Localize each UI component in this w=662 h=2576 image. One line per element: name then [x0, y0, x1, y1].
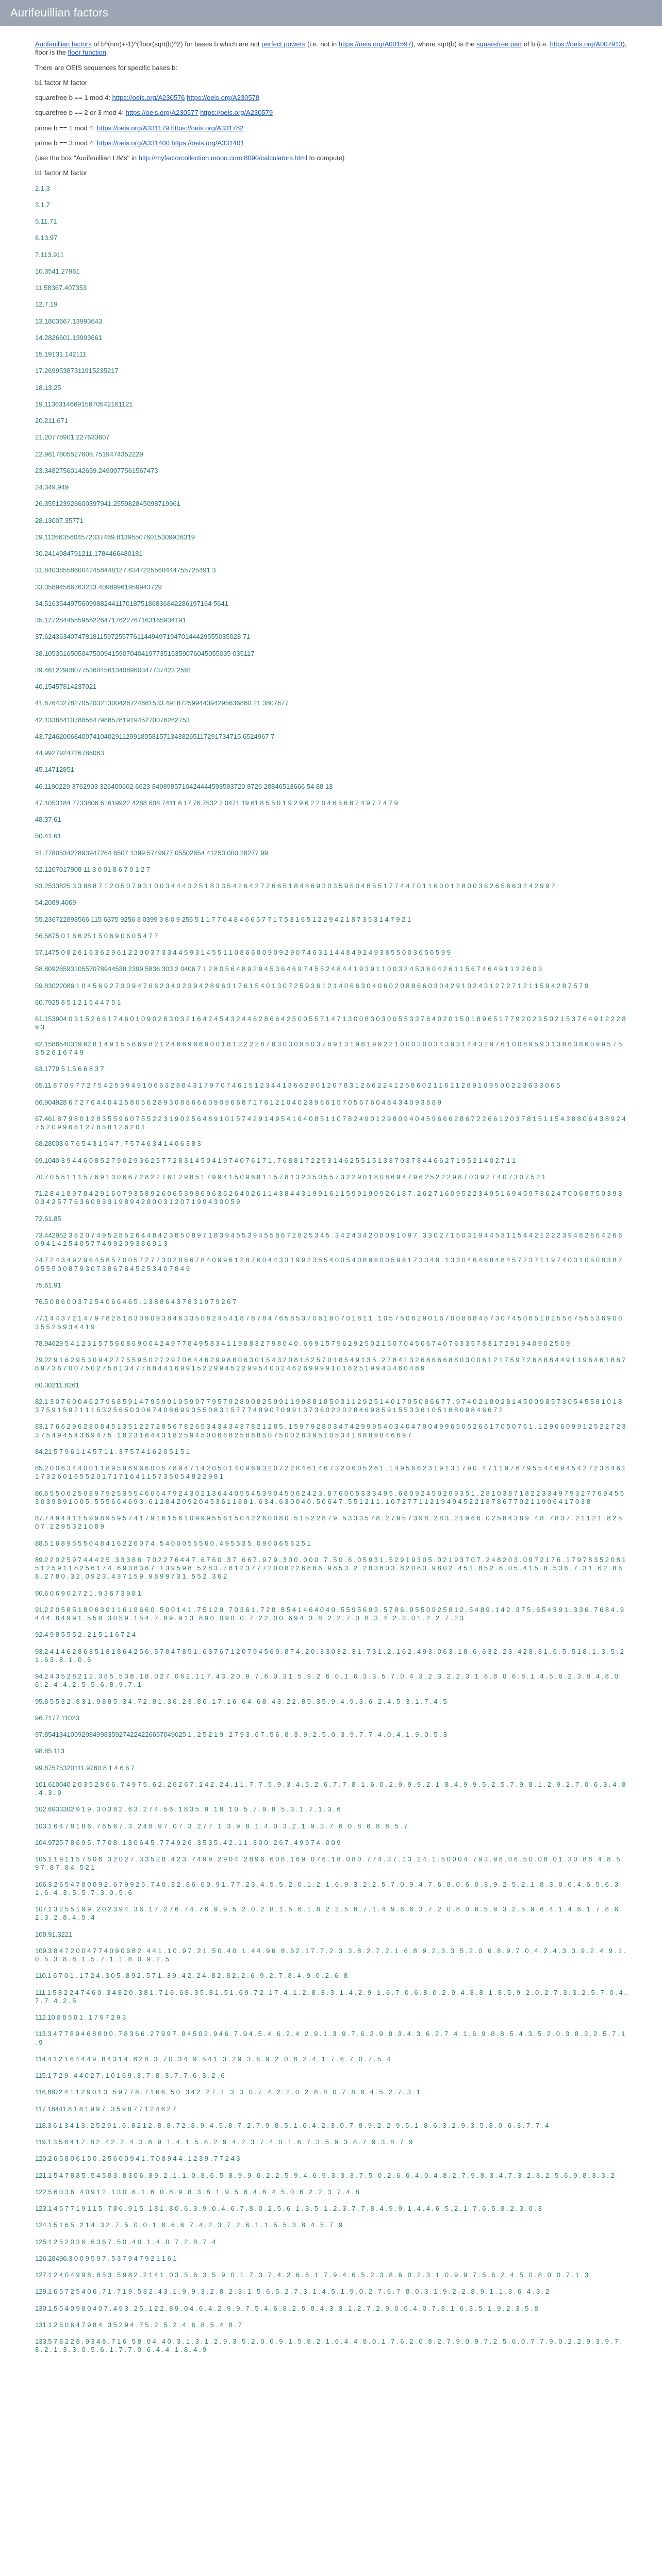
calculator-note-text: (use the box "Aurifeuillian L/Ms" in: [35, 154, 139, 162]
factor-entry: 123.1 4 5 7 7 1 9 1 1 5 . 7 8 6 . 9 1 5 . 1 8 1 . 8 0 . 6 . 3 . 9 . 0 . 4 . 6 . 7 . 8 . 0 . 2 . 5 . 6 . 1 . 3 . 5 . 1 . 2 . 3 . 7 . 7 . 8 . 4 . 9 . 9 . 1 . 4 . 4 . 6 . 5 . 2 . 1 . 7 . 6 . 5 . 8 . 2 . 3 . 0 . 3: [35, 2205, 542, 2212]
link-floor-function[interactable]: floor function: [68, 48, 107, 57]
factor-entry: 92.4 9 8 5 5 5 2 . 2 1 5 1 1 6 7 2 4: [35, 1631, 136, 1639]
factor-entry: 68.28003 6 7 6 5 4 3 1 5 4 7 . 7 5 7 4 6 3 4 1 4 0 6 3 8 3: [35, 1140, 201, 1148]
factor-entry: 13.1803667.13993643: [35, 317, 103, 325]
factor-entry: 23.34827560142659.2490077561567473: [35, 466, 158, 474]
factor-entry: 98.85.113: [35, 1747, 64, 1755]
factor-entry: 11.58367.407353: [35, 284, 87, 292]
factor-entry: 118.3 6 1 3 4 1 3 . 2 5 2 9 1 . 6 . 8 2 1 2 . 8 . 8 . 7 2 . 8 . 9 . 4 . 5 . 8 . 7 . 2 . 7 . 9 . 8 . 5 . 1 . 6 . 4 . 2 . 3 . 0 . 7 . 8 . 9 . 2 . 2 . 9 . 5 . 1 . 8 . 6 . 3 . 2 . 9 . 3 . 5 . 8 . 0 . 6 . 3 . 7 . 7 . 4: [35, 2121, 549, 2129]
factor-entry: 83.1 7 6 6 2 9 6 2 8 0 8 4 5 1 3 5 1 2 2 7 2 8 5 6 7 8 2 6 5 3 4 3 4 3 4 3 7 8 2 1 2 8 5 . 1 5 9 7 9 2 8 0 3 4 7 4 2 9 9 9 5 4 0 3 4 0 4 7 9 0 4 9 9 6 5 0 5 2 6 6 1 7 0 5 0 7 6 1 . 1 2 9 6 6 0 9 9 1 2 5 2 2 7 2 3 3 7 5 4 9 4 5 4 3 6 9 4 7 5 . 1 8 2 3 1 6 4 4 3 1 8 2 5 9 4 5 0 0 6 6 8 2 5 8 8 8 5 0 7 5 0 0 2 8 3 9 5 1 0 5 3 4 1 8 8 8 9 8 4 6 6 9 7: [35, 1422, 626, 1439]
factor-entry: 12.7.19: [35, 300, 58, 309]
factor-entry: 127.1 2 4 0 4 9 9 8 . 8 5 3 . 5 9 8 2 . 2 1 4 1 . 0 3 . 5 . 6 . 3 . 5 . 9 . 0 . 1 . 7 . 3 . 7 . 4 . 2 . 6 . 8 . 1 . 7 . 9 . 4 . 6 . 5 . 2 . 3 . 8 . 6 . 0 . 2 . 3 . 1 . 0 . 9 . 9 . 7 . 5 . 6 . 2 . 4 . 5 . 0 . 8 . 0 . 0 . 7 . 1 . 3: [35, 2271, 589, 2279]
factor-entry: 76.5 0 8 6 0 0 3 7 2 5 4 0 6 6 4 6 5 . 1 3 8 8 6 4 3 7 8 3 1 9 7 9 2 6 7: [35, 1298, 237, 1306]
factor-entry: 133.5 7 8 2 2 8 . 9 3 4 8 . 7 1 6 . 5 8 . 0 4 . 4 0 . 3 . 1 . 3 . 1 . 2 . 9 . 3 . 5 . 2 . 0 . 0 . 9 . 1 . 5 . 8 . 2 . 1 . 6 . 4 . 4 . 8 . 0 . 1 . 7 . 6 . 2 . 0 . 8 . 2 . 7 . 9 . 0 . 9 . 7 . 2 . 5 . 6 . 0 . 7 . 7 . 9 . 0 . 2 . 2 . 9 . 3 . 9 . 7 . 8 . 2 . 1 . 3 . 3 . 0 . 5 . 6 . 1 . 7 . 7 . 0 . 6 . 4 . 4 . 1 . 8 . 4 . 9: [35, 2337, 622, 2354]
link-a331400[interactable]: https://oeis.org/A331400: [96, 139, 170, 147]
factor-entry: 58.8092659310557078944538 2399 5836 303 2 0406 7 1 2 8 0 5 6 4 8 9 2 9 4 5 3 6 4 6 9 7 4 5 5 2 4 8 4 4 1 9 3 9 1 1 0 0 3 2 4 5 3 6 0 4 2 6 1 1 5 6 7 4 6 4 9 1 1 2 2 6 0 3: [35, 965, 542, 973]
factor-entry: 14.2826601.13993661: [35, 333, 103, 342]
factor-entry: 104.9725 7 8 6 9 5 . 7 7 0 8 . 1 3 0 6 4 5 . 7 7 4 9 2 6 . 3 5 3 5 . 4 2 . 1 1 . 3 0 0 . 2 6 7 . 4 9 9 7 4 . 0 0 9: [35, 1838, 341, 1846]
factor-entry: 55.236722893566 115 6375 9256 8 0399 3 8 0 9 256 5 1 1 7 7 0 4 8 4 6 6 5 7 7 1 7 5 3 1 6 5 1 2 2 9 4 2 1 8 7 3 5 3 1 4 7 9 2 1: [35, 915, 411, 923]
factor-entry: 126.28496.3 0 0 9 5 9 7 . 5 3 7 9 4 7 9 2 1 1 6 1: [35, 2254, 177, 2262]
link-a230578[interactable]: https://oeis.org/A230578: [187, 94, 260, 101]
intro-text: ), floor is the: [35, 40, 627, 57]
intro-text: (i.e. not in: [305, 40, 339, 48]
factor-entry: 80.30211.8261: [35, 1381, 79, 1389]
factor-entry: 59.83022086 1 0 4 5 6 9 2 7 3 0 9 4 7 6 6 2 3 4 0 2 3 9 4 2 8 9 6 3 1 7 6 1 5 4 0 1 3 0 7 2 5 9 3 6 1 2 1 4 0 6 6 3 0 4 0 6 0 2 0 8 8 6 6 0 3 0 4 2 9 1 0 2 4 3 1 2 7 2 7 1 2 1 1 5 9 4 2 8 7 5 7 9: [35, 981, 589, 990]
factor-entry: 121.1 5 4 7 8 8 5 . 5 4 5 8 3 . 8 3 0 6 . 8 9 . 2 . 1 . 1 . 0 . 8 . 6 . 5 . 8 . 9 . 9 . 6 . 2 . 2 . 5 . 9 . 4 . 6 . 9 . 3 . 3 . 3 . 7 . 5 . 0 . 2 . 6 . 6 . 4 . 0 . 4 . 8 . 2 . 7 . 9 . 8 . 3 . 4 . 7 . 3 . 2 . 8 . 2 . 5 . 6 . 9 . 8 . 3 . 3 . 2: [35, 2171, 615, 2179]
oeis-line-prime-3mod4: [35, 139, 627, 147]
factor-entry: 48.37.61: [35, 816, 61, 823]
factor-entry: 78.94629 5 4 1 2 3 1 5 7 5 6 0 8 6 9 0 0 4 2 4 9 7 7 8 4 9 5 8 3 4 1 1 9 8 8 3 2 7 9 8 0 4 0 . 6 9 9 1 5 7 9 6 2 9 2 5 0 2 1 5 0 7 0 4 5 0 6 7 4 0 7 6 3 3 5 7 8 3 1 7 2 9 1 9 4 0 9 0 2 5 0 9: [35, 1339, 570, 1347]
factor-entry: 112.10 8 8 5 0 1 . 1 7 9 7 2 9 3: [35, 2013, 126, 2021]
factor-entry: 87.7 4 9 4 4 1 1 5 9 9 8 9 5 9 5 7 4 1 7 9 1 6 1 5 6 1 0 9 9 9 5 5 6 1 5 0 4 2 2 6 0 0 8 0 . 5 1 5 2 2 8 7 9 . 5 3 3 3 5 7 8 . 2 7 9 5 7 3 9 8 . 2 8 3 . 2 1 9 6 6 . 0 2 5 8 4 3 8 9 . 4 8 . 7 8 3 7 . 2 1 1 2 1 . 8 2 5 0 7 . 2 2 9 5 3 2 1 0 8 9: [35, 1514, 622, 1531]
factor-entry: 106.3 2 6 5 4 7 8 0 0 9 2 . 6 7 9 9 2 5 . 7 4 0 . 3 2 . 8 6 . 6 0 . 9 1 . 7 7 . 2 3 . 4 . 5 . 5 . 2 . 0 . 1 . 2 . 1 . 6 . 9 . 3 . 2 . 2 . 5 . 7 . 0 . 9 . 4 . 7 . 6 . 8 . 0 . 6 . 0 . 3 . 9 . 2 . 5 . 2 . 1 . 8 . 3 . 8 . 6 . 4 . 6 . 5 . 6 . 3 . 1 . 6 . 4 . 3 . 5 . 5 . 7 . 3 . 0 . 5 . 6: [35, 1880, 622, 1896]
factor-entry: 20.211.671: [35, 417, 69, 425]
factor-entry: 124.1 5 1 6 5 . 2 1 4 . 3 2 . 7 . 5 . 0 . 0 . 1 . 8 . 6 . 6 . 7 . 4 . 2 . 3 . 7 . 2 . 6 . 1 . 1 . 5 . 5 . 3 . 8 . 4 . 5 . 7 . 9: [35, 2221, 343, 2229]
factor-entry: 31.8403855860042458448127.6347225560444755725491 3: [35, 566, 216, 574]
factor-heading: b1 factor M factor: [35, 78, 88, 87]
factor-entry: 120.2 6 5 8 0 6 1 5 0 . 2 5 6 0 0 9 4 1 . 7 0 8 9 4 4 . 1 2 3 9 . 7 7 2 4 3: [35, 2155, 240, 2163]
factor-entry: 52.1207017908 11 3 0 01 8 6 7 0 1 2 7: [35, 865, 151, 873]
factor-entry: 90.6 0 6 9 0 2 7 2 1 . 9 3 6 7 3 9 8 1: [35, 1589, 141, 1597]
factor-entry: 35.12728445859552264717622767163165934191: [35, 616, 186, 624]
intro-text: ), where sqrt(b) is the: [411, 40, 477, 48]
factor-entry: 51.778053427893947264 6507 1399 5749977 05502654 41253 000 28277 99: [35, 849, 268, 857]
factor-list: [35, 184, 627, 2354]
factor-entry: 109.3 8 4 7 2 0 0 4 7 7 4 0 9 0 6 8 2 . 4 4 1 . 1 0 . 9 7 . 2 1 . 5 0 . 4 0 . 1 . 4 4 . 9 6 . 8 . 6 2 . 1 7 . 7 . 2 . 3 . 3 . 8 . 2 . 7 . 2 . 1 . 6 . 8 . 9 . 2 . 3 . 3 . 5 . 2 . 0 . 6 . 8 . 9 . 7 . 0 . 4 . 2 . 4 . 3 . 3 . 9 . 2 . 4 . 9 . 1 . 0 . 5 . 3 . 8 . 8 . 1 . 5 . 7 . 1 . 1 . 8 . 0 . 9 . 2 . 5: [35, 1946, 626, 1963]
window-title-bar: [0, 0, 662, 26]
factor-entry: 129.1 6 5 7 2 5 4 0 6 . 7 1 . 7 1 9 . 5 3 2 . 4 3 . 1 . 9 . 9 . 3 . 2 . 8 . 2 . 3 . 1 . 5 . 6 . 5 . 2 . 7 . 3 . 1 . 4 . 5 . 1 . 9 . 0 . 2 . 7 . 6 . 7 . 8 . 0 . 3 . 1 . 9 . 2 . 2 . 8 . 9 . 1 . 1 . 3 . 6 . 4 . 3 . 2: [35, 2287, 550, 2296]
oeis-heading: There are OEIS sequences for specific bases b:: [35, 63, 178, 72]
factor-entry: 125.1 2 5 2 0 3 6 . 6 3 6 7 . 5 0 . 4 0 . 1 . 4 . 0 . 7 . 2 . 8 . 7 . 4: [35, 2238, 216, 2246]
factor-entry: 75.61.91: [35, 1281, 61, 1289]
factor-entry: 71.2 8 4 1 8 9 7 8 4 2 9 1 6 0 7 9 3 5 8 9 2 6 0 6 5 3 9 8 6 9 6 3 6 2 6 4 0 2 6 1 1 4 3 8 4 4 3 1 9 9 1 6 1 1 5 9 9 1 9 0 9 2 6 1 8 7 . 2 6 2 7 1 6 0 9 5 2 2 3 4 9 5 1 6 9 4 5 9 7 3 6 2 4 7 0 0 6 8 7 5 0 3 9 3 0 3 4 2 5 7 7 6 3 6 0 8 3 3 1 9 8 9 4 2 8 0 0 3 1 2 0 7 1 9 9 4 3 0 0 5 9: [35, 1190, 622, 1206]
link-a331401[interactable]: https://oeis.org/A331401: [171, 139, 244, 147]
factor-entry: 115.1 7 2 9 . 4 4 0 2 7 . 1 0 1 6 9 . 3 . 7 . 8 . 3 . 7 . 7 . 6 . 3 . 2 . 6: [35, 2072, 225, 2079]
factor-entry: 110.1 6 7 0 1 . 1 7 2 4 . 3 0 5 . 8 9 2 . 5 7 1 . 3 9 . 4 2 . 2 4 . 8 2 . 8 2 . 2 . 6 . 9 . 2 . 7 . 8 . 4 . 9 . 0 . 2 . 6 . 8: [35, 1972, 348, 1980]
factor-entry: 63.1779 5 1.5 6 6 8 3 7: [35, 1065, 104, 1073]
factor-entry: 130.1.5 5 4 0 9 8 0 4 0 7 . 4 9 3 . 2 5 . 1 2 2 . 8 9 . 0 4 . 6 . 4 . 2 . 9 . 9 . 7 . 5 . 4 . 6 . 8 . 2 . 5 . 8 . 4 . 3 . 3 . 1 . 2 . 7 . 2 . 9 . 0 . 6 . 4 . 0 . 7 . 8 . 1 . 6 . 3 . 5 . 1 . 9 . 2 . 3 . 5 . 8: [35, 2304, 538, 2312]
factor-entry: 60.7925 8 5 1 2 1 5 4 4 7 5 1: [35, 998, 121, 1006]
factor-entry: 88.5 1 6 8 9 5 5 5 0 4 8 4 1 6 2 2 6 0 7 4 . 5 4 0 0 0 5 5 5 6 0 . 4 9 5 5 3 5 . 0 9 0 0 6 5 6 2 5 1: [35, 1539, 311, 1547]
factor-entry: 84.21 5 7 9 6 1 1 4 5 7 1 1 . 3 7 5 7 4 1 6 2 0 5 1 5 1: [35, 1447, 190, 1455]
factor-entry: 29.1126635604572337469.813955076015309926319: [35, 533, 195, 541]
factor-entry: 37.62436340747818115972557761144949719470144429555035028 71: [35, 633, 251, 641]
factor-entry: 85.2 0 0 6 3 4 4 0 0 1 1 8 9 5 9 6 9 6 6 0 0 5 7 8 9 4 7 1 4 2 0 5 0 1 4 0 9 6 9 3 2 0 7 2 2 8 4 6 1 4 6 7 3 2 0 6 0 5 2 6 1 . 1 4 9 5 6 6 2 3 1 9 1 3 1 7 9 0 . 4 7 1 1 9 7 6 7 9 5 5 4 4 6 9 4 5 4 2 7 2 3 8 4 6 1 1 7 3 2 6 0 1 6 5 5 2 0 1 7 1 7 1 6 4 1 1 5 7 3 5 0 5 4 8 2 2 9 8 1: [35, 1464, 626, 1481]
oeis-line-label: prime b == 3 mod 4:: [35, 139, 95, 147]
link-perfect-powers[interactable]: perfect powers: [261, 40, 306, 48]
oeis-line-label: squarefree b == 1 mod 4:: [35, 94, 110, 101]
factor-entry: 3.1.7: [35, 200, 50, 209]
factor-entry: 94.2 4 3 5 2 8 2 1 2 . 3 8 5 . 5 3 8 . 1 8 . 0 2 7 . 0 6 2 . 1 1 7 . 4 3 . 2 0 . 9 . 7 . 6 . 0 . 3 1 . 5 . 9 . 2 . 6 . 0 . 1 . 6 . 3 . 3 . 5 . 7 . 0 . 4 . 3 . 2 . 3 . 2 . 2 . 3 . 1 . 8 . 8 . 0 . 6 . 8 . 1 . 4 . 5 . 6 . 2 . 3 . 8 . 4 . 8 . 0 . 6 . 2 . 4 . 4 . 2 . 5 . 5 . 6 . 8 . 9 . 7 . 1: [35, 1672, 622, 1689]
factor-entry: 42.133884107885647988578191945270076282753: [35, 716, 190, 724]
factor-entry: 114.4 1 2 1 6 4 4 4 9 . 8 4 3 1 4 . 8 2 8 . 3 . 7 0 . 3 4 . 9 . 5 4 1 . 3 . 2 9 . 3 . 6 . 9 . 2 . 0 . 8 . 2 . 4 . 1 . 7 . 6 . 7 . 0 . 7 . 5 . 4: [35, 2055, 391, 2063]
factor-entry: 17.26995387311915235217: [35, 367, 119, 375]
oeis-line-label: prime b == 1 mod 4:: [35, 124, 95, 132]
factor-entry: 82.1 3 0 7 6 0 0 4 6 2 7 9 6 8 5 9 1 4 7 9 5 9 0 1 9 5 9 9 7 7 9 5 7 9 2 8 9 0 8 2 5 9 9 1 1 9 9 8 8 1 8 5 0 3 1 1 2 9 2 5 1 4 0 1 7 0 5 0 8 6 6 7 7 . 9 7 4 0 2 1 8 0 2 8 1 4 5 0 0 9 8 5 7 3 0 5 4 5 5 8 1 0 1 8 3 7 5 9 1 5 9 2 1 1 1 5 3 2 5 6 5 0 3 0 6 7 4 0 8 6 9 9 3 5 5 0 8 3 1 5 7 7 7 4 8 9 0 7 0 9 9 1 3 7 3 6 0 2 2 0 2 8 4 6 9 8 5 9 1 5 5 3 3 6 1 0 5 1 8 8 0 9 8 4 6 6 7 2: [35, 1397, 622, 1414]
intro-paragraph: [35, 40, 627, 57]
factor-entry: 34.516354497560998824411701875186836842286197164 5641: [35, 599, 228, 607]
factor-entry: 119.1 3 5 6 4 1 7 . 8 2 . 4 2 . 2 . 4 . 3 . 8 . 9 . 1 . 4 . 1 . 5 . 8 . 2 . 9 . 4 . 2 . 3 . 7 . 4 . 0 . 1 . 6 . 7 . 3 . 5 . 9 . 3 . 8 . 7 . 9 . 3 . 8 . 7 . 9: [35, 2138, 413, 2146]
factor-entry: 21.20778901.227633607: [35, 433, 110, 442]
factor-entry: 7.113.911: [35, 250, 64, 259]
link-a331179[interactable]: https://oeis.org/A331179: [96, 124, 169, 132]
factor-entry: 30.2414984791211.1784466480181: [35, 550, 143, 557]
link-a230579[interactable]: https://oeis.org/A230579: [200, 109, 273, 117]
factor-entry: 62.1586540319 62 8 1 4 9 1 5 5 8 6 9 8 2 1 2 4 6 6 9 6 6 9 0 0 1 8 1 2 2 2 2 8 7 8 3 0 3 0 8 8 0 3 7 6 9 1 3 1 9 8 1 9 9 2 2 1 0 0 0 3 0 0 3 4 3 9 3 1 4 4 3 2 9 7 6 1 0 0 8 9 5 9 3 1 3 8 6 3 8 6 0 9 9 5 7 5 3 5 2 6 1 6 7 4 9: [35, 1040, 622, 1056]
factor-entry: 95.8 5 5 3 2 . 8 3 1 . 9 8 8 5 . 3 4 . 7 2 . 8 1 . 3 6 . 2 3 . 8 6 . 1 7 . 1 6 . 6 4 . 6 8 . 4 3 . 2 2 . 8 5 . 3 5 . 9 . 4 . 9 . 3 . 6 . 2 . 4 . 5 . 3 . 1 . 7 . 4 . 5: [35, 1697, 447, 1705]
factor-entry: 10.3541.27961: [35, 267, 80, 275]
link-a230576[interactable]: https://oeis.org/A230576: [112, 94, 185, 101]
factor-entry: 86.6 5 5 0 6 2 5 0 8 9 7 9 2 5 3 5 5 4 6 0 6 4 7 9 2 4 3 0 2 1 3 6 4 4 0 5 5 4 5 3 9 0 4 5 0 6 2 4 2 3 . 8 7 6 0 0 5 3 3 3 4 9 5 . 6 8 0 9 2 4 5 0 2 0 9 3 5 1 . 2 8 1 0 3 8 7 1 8 2 2 3 3 4 9 7 9 3 2 7 7 6 9 4 5 5 3 0 3 9 8 9 1 0 0 5 . 5 5 5 6 6 4 6 9 3 . 6 1 2 8 4 2 0 9 2 0 4 5 3 6 1 1 8 8 1 . 6 3 4 . 6 3 0 0 4 0 . 5 0 6 4 7 . 5 5 1 2 1 1 . 1 0 7 2 7 7 1 1 2 1 9 4 9 4 5 2 2 1 8 7 8 6 7 7 0 2 1 1 9 0 6 4 1 7 0 3 8: [35, 1489, 624, 1505]
factor-entry: 111.1 5 8 2 2 4 7 4 6 0 . 3 4 8 2 0 . 3 8 1 . 7 1 6 . 6 8 . 3 5 . 8 1 . 5 1 . 6 9 . 7 2 . 1 7 . 4 . 1 . 2 . 8 . 3 . 3 . 1 . 4 . 2 . 9 . 1 . 6 . 7 . 0 . 6 . 8 . 0 . 2 . 9 . 4 . 8 . 8 . 1 . 8 . 5 . 9 . 2 . 0 . 2 . 7 . 3 . 3 . 2 . 5 . 7 . 0 . 4 . 7 . 7 . 4 . 2 . 5: [35, 1988, 627, 2005]
factor-entry: 117.18441.8 1 8 1 9 9 7 . 3 5 9 8 7 7 1 2 4 6 2 7: [35, 2105, 176, 2113]
factor-entry: 6.13.97: [35, 234, 58, 242]
factor-entry: 73.442952 3 8 2 0 7 4 9 5 2 8 5 2 6 4 4 8 4 2 3 8 5 0 8 9 7 1 8 3 9 4 5 5 3 9 4 5 5 8 6 7 2 8 2 5 3 4 5 . 3 4 2 4 3 4 2 0 8 0 9 1 0 9 7 . 3 3 0 2 7 1 5 0 3 1 9 4 4 5 3 1 1 5 4 4 2 1 2 2 2 3 9 4 8 2 6 6 4 2 6 6 0 9 4 1 4 2 5 4 0 5 7 7 4 9 9 2 0 9 3 8 6 9 1 3: [35, 1231, 622, 1247]
factor-entry: 91.2 2 0 5 8 5 1 8 0 6 3 9 1 1 6 1 9 6 6 0 . 5 0 0 1 4 1 . 7 5 1 2 9 . 7 0 3 6 1 . 7 2 8 . 8 5 4 1 4 6 4 0 4 0 . 5 5 9 5 6 9 3 . 5 7 8 6 . 9 5 5 0 9 2 5 8 1 2 . 5 4 8 9 . 1 4 2 . 3 7 5 . 6 5 4 3 9 1 . 3 3 6 . 7 6 8 4 . 9 4 4 4 . 8 4 9 9 1 . 5 5 8 . 3 0 5 9 . 1 5 4 . 7 . 8 9 . 9 1 3 . 8 9 0 . 0 9 0 . 0 . 7 . 2 2 . 0 0 . 6 9 4 . 3 . 8 . 2 . 2 . 7 . 0 . 8 . 3 . 4 . 2 . 3 . 0 1 . 2 . 2 . 7 . 2 3: [35, 1605, 624, 1622]
factor-entry: 61.153904 0 3 1 5 2 6 6 1 7 4 6 0 1 0 9 0 2 8 3 0 3 2 1 6 4 2 4 5 4 3 2 4 4 6 2 8 6 6 4 2 5 0 0 5 5 7 1 4 7 1 3 0 0 8 3 0 3 0 0 5 5 3 3 7 6 4 0 2 0 1 5 0 1 8 9 6 5 1 7 7 9 2 0 2 3 5 0 2 1 5 3 7 6 4 9 1 2 2 2 8 9 3: [35, 1015, 626, 1031]
factor-entry: 18.13.25: [35, 383, 61, 392]
factor-entry: 15.19131.142111: [35, 350, 87, 358]
link-a007913[interactable]: https://oeis.org/A007913: [550, 40, 623, 48]
intro-text: of b (i.e.: [522, 40, 550, 48]
factor-entry: 72.61.85: [35, 1214, 61, 1223]
factor-entry: 22.9617805527609.7519474352229: [35, 450, 143, 458]
factor-entry: 103.1 6 4 7 8 1 8 6 . 7 6 5 6 7 . 3 . 2 4 8 . 9 7 . 0 7 . 3 . 2 7 7 . 1 . 3 . 9 . 8 . 1 . 4 . 0 . 3 . 2 . 1 . 9 . 3 . 7 . 6 . 0 . 8 . 6 . 8 . 8 . 5 . 7: [35, 1822, 408, 1830]
factor-entry: 131.1 2 6 0 6 4 7 9 8 4 . 3 5 2 9 4 . 7 5 . 2 . 5 . 2 . 4 . 6 . 8 . 5 . 4 . 8 . 7: [35, 2320, 242, 2329]
link-squarefree-part[interactable]: squarefree part: [476, 40, 522, 48]
factor-entry: 41.67643278270520321300426724661533.49187259944394295636860 21 3807677: [35, 699, 289, 707]
factor-entry: 43.72462006840074104029112991805815713438265117291734715 6524967 7: [35, 732, 275, 740]
factor-entry: 67.461 8 7 9 8 0 1 2 8 3 5 5 9 6 0 7 5 5 2 2 3 1 9 0 2 5 6 4 8 9 1 0 1 5 7 4 2 9 1 4 9 5 4 1 6 4 0 8 5 1 1 0 7 8 2 4 9 0 1 2 9 8 0 9 4 0 4 5 9 6 6 6 2 8 6 7 2 2 6 6 1 2 0 3 7 8 1 5 1 1 5 4 3 8 8 0 6 4 3 8 9 2 4 7 5 2 0 9 9 6 6 1 2 7 8 5 8 1 2 6 2 0 1: [35, 1114, 626, 1131]
factor-entry: 74.7 2 4 3 4 9 2 9 6 4 5 8 5 7 0 0 5 7 2 7 7 3 0 2 8 6 6 7 8 4 0 9 9 6 1 2 8 7 6 0 4 4 3 3 1 9 9 2 3 5 5 4 0 0 5 4 0 8 9 6 0 0 5 9 6 1 7 3 3 4 9 . 1 3 3 0 4 6 4 6 8 4 8 4 5 7 7 3 7 1 1 9 7 4 0 3 1 0 5 0 8 3 8 7 0 5 5 5 0 0 8 7 9 3 0 7 3 8 6 7 8 4 5 2 5 3 4 0 7 8 4 9: [35, 1256, 622, 1273]
factor-entry: 46.1190229 3762903 326400602 6623 8498985710424444593583720 8726 28846513666 54 88 13: [35, 782, 333, 790]
factor-entry: 45.14712851: [35, 766, 74, 774]
factor-entry: 89.2 2 0 2 5 9 7 4 4 4 2 5 . 3 3 3 8 6 . 7 0 2 2 7 6 4 4 7 . 6 7 6 0 . 3 7 . 6 6 7 . 9 7 9 . 3 0 0 . 0 0 0 . 7 . 5 0 . 6 . 0 5 9 3 1 . 5 2 9 1 9 3 0 5 . 0 2 1 9 3 7 0 7 . 2 4 8 2 0 3 . 0 9 7 2 1 7 6 . 1 7 9 7 8 3 5 2 0 8 1 5 1 2 5 9 1 1 8 2 5 6 1 7 4 . 6 9 3 8 3 6 7 . 1 3 9 5 9 8 . 5 2 8 3 . 7 8 1 2 3 7 7 7 2 0 0 8 2 2 6 8 8 6 . 9 8 5 3 . 2 . 2 8 3 6 0 3 . 8 2 0 8 3 . 9 8 0 2 . 4 5 1 . 8 5 2 . 6 . 0 5 . 4 1 5 . 8 . 5 3 6 . 7 . 3 1 . 6 2 . 8 6 8 . 2 7 8 0 . 3 2 . 0 9 2 3 . 4 3 7 1 5 9 . 9 8 9 9 7 3 1 . 5 5 2 . 3 6 2: [35, 1555, 626, 1581]
factor-heading-2: b1 factor M factor: [35, 169, 88, 177]
factor-entry: 38.10535165050475009415907040419773515359076045055035 035117: [35, 649, 255, 657]
factor-entry: 26.355123926600397941.255982845098719961: [35, 500, 180, 508]
factor-entry: 19.113631466915870542161121: [35, 400, 133, 408]
oeis-line-1mod4: [35, 94, 627, 102]
oeis-line-prime-1mod4: [35, 124, 627, 132]
intro-text: .: [106, 48, 108, 57]
article-content: [0, 26, 662, 2354]
factor-entry: 66.904928 6 7 2 7 6 4 4 0 4 2 5 8 0 5 6 2 8 9 3 0 8 8 6 6 6 0 9 0 9 6 6 8 7 1 7 6 1 2 1 0 4 0 2 3 9 6 6 1 5 7 0 5 6 7 6 0 4 8 4 3 4 0 9 3 6 8 9: [35, 1098, 441, 1106]
link-a331782[interactable]: https://oeis.org/A331782: [171, 124, 244, 132]
factor-entry: 69.1040 3 9 4 4 6 0 8 5 2 7 9 0 2 9 3 6 2 5 7 7 2 8 3 1 4 5 0 4 1 9 7 4 0 7 6 1 7 1 . 7 6 8 8 1 7 2 2 5 3 1 4 6 2 5 5 1 5 1 3 8 7 0 3 7 8 4 4 6 6 2 7 1 9 5 2 1 4 0 2 7 1 1: [35, 1156, 516, 1164]
factor-entry: 101.610040 2 0 3 5 2 8 6 6 . 7 4 9 7 5 . 6 2 . 2 6 2 6 7 . 2 4 2 . 2 4 . 1 1 . 7 . 7 . 5 . 9 . 3 . 4 . 5 . 2 . 6 . 7 . 7 . 8 . 1 . 6 . 0 . 2 . 9 . 9 . 9 . 2 . 1 . 8 . 4 . 9 . 9 . 5 . 2 . 5 . 7 . 9 . 8 . 1 . 2 . 9 . 2 . 7 . 0 . 6 . 3 . 4 . 8 . 4 . 3 . 9: [35, 1780, 626, 1797]
factor-entry: 33.35894566763233.40989961959943729: [35, 583, 162, 591]
factor-entry: 116.6872 4 1 1 2 9 0 1 3 . 5 9 7 7 8 . 7 1 6 6 . 5 0 . 3 4 2 . 2 7 . 1 . 3 . 3 . 0 . 7 . 4 . 2 . 2 . 0 . 2 . 8 . 8 . 0 . 7 . 8 . 6 . 4 . 5 . 2 . 7 . 3 . 1: [35, 2088, 421, 2096]
oeis-line-label: squarefree b == 2 or 3 mod 4:: [35, 109, 124, 117]
factor-entry: 102.6933302 9 1 9 . 3 0 3 8 2 . 6 3 . 2 7 4 . 5 6 . 1 8 3 5 . 9 . 1 8 . 1 0 . 5 . 7 . 9 . 8 . 5 . 3 . 1 . 7 . 1 . 3 . 6: [35, 1805, 341, 1814]
factor-entry: 99.87575320111.9760 8 1 4 6 6 7: [35, 1764, 135, 1772]
factor-entry: 56.5875 0 1 6 6 25 1 5 0 6 9 0 6 0 5 4 7 7: [35, 931, 158, 940]
factor-entry: 39.46122908077536045613408960347737423 2561: [35, 666, 192, 674]
factor-entry: 24.349.949: [35, 483, 69, 491]
factor-entry: 2.1.3: [35, 184, 50, 192]
factor-entry: 53.2533825 3 3 88 8 7 1 2 0 5 0 7 9 3 1 0 0 3 4 4 4 3 2 5 1 8 3 3 5 4 2 6 4 2 7 2 6 6 5 1 8 4 8 6 9 3 0 3 5 9 5 0 4 8 5 5 1 7 7 4 4 7 0 1 1 6 0 0 1 2 8 0 0 3 6 2 6 5 6 6 3 2 4 2 9 9 7: [35, 882, 555, 890]
intro-section: [35, 40, 627, 178]
factor-entry: 113.3 4 7 7 8 9 4 6 8 8 0 0 . 7 8 3 6 6 . 2 7 9 9 7 . 8 4 5 0 2 . 9 4 6 . 7 . 9 4 . 5 . 4 . 6 . 2 . 4 . 2 . 9 . 1 . 3 . 9 . 7 . 6 . 2 . 9 . 8 . 3 . 4 . 3 . 6 . 2 . 7 . 4 . 1 . 6 . 9 . 8 . 8 . 5 . 4 . 3 . 5 . 2 . 0 . 3 . 8 . 3 . 2 . 5 . 7 . 1 . 9: [35, 2030, 625, 2046]
factor-entry: 97.85413410592984998359274224226657049025 1 . 2 5 2 1 9 . 2 7 9 3 . 6 7 . 5 6 . 8 . 3 . 9 . 2 . 5 . 0 . 3 . 9 . 7 . 7 . 4 . 0 . 4 . 1 . 9 . 0 . 5 . 3: [35, 1731, 447, 1738]
factor-entry: 40.15457814237021: [35, 683, 97, 690]
link-aurifeuillian-factors[interactable]: Aurifeuillian factors: [35, 40, 92, 48]
factor-entry: 79.22 9 1 6 2 9 5 3 0 9 4 2 7 7 5 5 9 5 0 2 7 2 9 7 0 6 4 4 6 2 9 9 8 8 0 6 3 0 1 5 4 3 2 0 8 1 8 2 5 7 0 1 8 5 4 9 1 3 5 . 2 7 8 4 1 3 2 6 8 6 6 6 8 8 0 3 0 0 6 1 2 1 7 5 9 7 2 6 8 8 8 4 4 9 1 1 9 6 4 6 1 8 8 7 8 9 7 3 6 7 0 0 7 5 0 2 7 5 8 1 3 4 7 7 8 8 4 4 1 6 9 9 1 5 2 2 9 9 4 5 2 2 9 9 5 4 0 0 2 4 6 2 6 9 9 9 9 1 0 1 8 2 5 1 9 9 4 3 4 6 0 4 8 9: [35, 1356, 626, 1372]
factor-entry: 77.1 4 4 3 7 2 1 4 7 9 7 8 2 8 1 8 3 0 9 0 9 3 8 4 6 3 3 5 0 8 2 4 5 4 1 8 7 8 7 8 4 7 6 5 8 5 3 7 0 6 1 8 0 7 0 1 8 1 1 . 1 0 5 7 5 0 6 2 9 0 1 6 7 0 0 8 6 8 4 8 7 3 0 7 4 5 0 6 5 1 8 2 5 5 6 7 5 5 5 3 6 9 0 0 3 5 5 2 5 9 3 4 4 1 9: [35, 1314, 622, 1331]
factor-entry: 5.11.71: [35, 217, 57, 225]
factor-entry: 105.1 1 9 1 1 5 7 8 0 6 . 3 2 0 2 7 . 3 3 5 2 8 . 4 2 3 . 7 4 9 9 . 2 9 0 4 . 2 8 9 6 . 6 0 8 . 1 6 9 . 0 7 6 . 1 8 . 0 8 0 . 7 7 4 . 3 7 . 1 3 . 2 4 . 1 . 5 0 0 0 4 . 7 9 3 . 9 8 . 0 6 . 5 0 . 0 8 . 0 1 . 3 0 . 8 6 . 4 . 8 . 5 . 9 7 . 8 7 . 8 4 . 5 2 1: [35, 1855, 624, 1872]
factor-entry: 108.91.3221: [35, 1930, 73, 1938]
factor-entry: 57.1475 0 8 2 6 1 6 3 6 2 9 6 1 2 2 0 0 3 7 3 3 4 4 5 9 3 1 4 5 5 1 1 0 8 6 6 8 0 9 0 9 2 9 0 7 4 6 3 1 1 4 4 8 4 9 2 4 9 3 8 5 5 0 0 3 6 5 6 5 9 9: [35, 948, 451, 956]
calculator-note-text: to compute): [307, 154, 345, 162]
factor-entry: 93.2 4 1 4 6 2 8 6 3 5 1 8 1 8 6 4 2 5 6 . 5 7 8 4 7 8 5 1 . 6 3 7 6 7 1 2 0 7 9 4 5 6 9 . 8 7 4 . 2 0 . 3 3 0 3 2 . 3 1 . 7 3 1 . 2 . 1 6 2 . 4 9 3 . 0 6 3 . 1 8 . 6 . 6 3 2 . 2 3 . 4 2 8 . 8 1 . 6 . 5 . 5 1 8 . 1 . 3 . 5 . 2 1 . 6 3 . 8 . 1 . 0 . 6: [35, 1647, 624, 1664]
link-a230577[interactable]: https://oeis.org/A230577: [125, 109, 198, 117]
factor-entry: 28.13007.35771: [35, 516, 84, 524]
factor-entry: 54.2089.4069: [35, 899, 76, 907]
factor-entry: 44.9927924726786063: [35, 749, 104, 757]
calculator-note: [35, 154, 627, 162]
factor-entry: 122.5 6 0 3 6 . 4 0 9 1 2 . 1 3 0 . 6 . 1 . 6 . 0 . 8 . 9 . 8 . 3 . 8 . 1 . 9 . 5 . 6 . 4 . 8 . 4 . 5 . 0 . 6 . 2 . 2 . 3 . 7 . 4 . 8: [35, 2188, 359, 2196]
factor-entry: 65.11 8 7 0 9 7 7 2 7 5 4 2 5 3 9 4 9 1 0 6 6 3 2 8 8 4 3 1 7 9 7 0 7 4 6 1 5 1 2 3 4 4 1 3 6 6 2 8 0 1 2 0 7 8 3 1 2 6 6 2 2 4 1 2 5 8 6 0 2 1 1 6 1 1 2 8 9 1 0 9 5 0 0 2 2 3 6 3 3 0 6 5: [35, 1081, 560, 1090]
window-title: Aurifeuillian factors: [10, 6, 109, 19]
factor-entry: 107.1 3 2 5 5 1 9 9 . 2 0 2 3 9 4 . 3 6 . 1 7 . 2 7 6 . 7 4 . 7 6 . 9 . 9 . 5 . 2 . 0 . 2 . 8 . 1 . 5 . 6 . 1 . 8 . 2 . 2 . 5 . 8 . 7 . 1 . 4 . 9 . 6 . 6 . 3 . 7 . 2 . 0 . 8 . 0 . 6 . 5 . 9 . 3 . 2 . 5 . 9 . 6 . 4 . 1 . 4 . 6 . 1 . 7 . 8 . 6 . 2 . 3 . 2 . 8 . 4 . 5 . 4: [35, 1905, 622, 1922]
factor-entry: 96.7177.11023: [35, 1714, 79, 1722]
oeis-line-2or3mod4: [35, 109, 627, 117]
factor-entry: 50.41.61: [35, 832, 61, 840]
intro-text: of b^(nm)+-1)^(floor(sqrt(b)^2) for bases b which are not: [91, 40, 262, 48]
factor-entry: 70.7 0 5 5 1 1 1 5 7 6 9 1 3 0 6 6 7 2 8 2 2 7 6 1 2 9 8 5 1 7 9 9 4 1 5 0 9 6 8 1 1 5 7 8 1 3 2 3 5 0 5 5 7 3 2 2 9 0 1 8 0 8 6 9 4 7 9 6 2 5 2 2 2 9 8 7 0 3 9 2 7 4 0 7 3 0 7 5 2 1: [35, 1173, 546, 1181]
link-calculators[interactable]: http://myfactorcollection.mooo.com:8090/calculators.html: [138, 154, 308, 162]
link-a001597[interactable]: https://oeis.org/A001597: [338, 40, 411, 48]
factor-entry: 47.1053184 7733806 61619922 4288 608 7411 6 17 76 7532 7 0471 19 61 8 5 5 0 1 9 2 9 6 2 2 0 4 6 5 6 8 7 4 9 7 7 4 7 9: [35, 799, 398, 807]
